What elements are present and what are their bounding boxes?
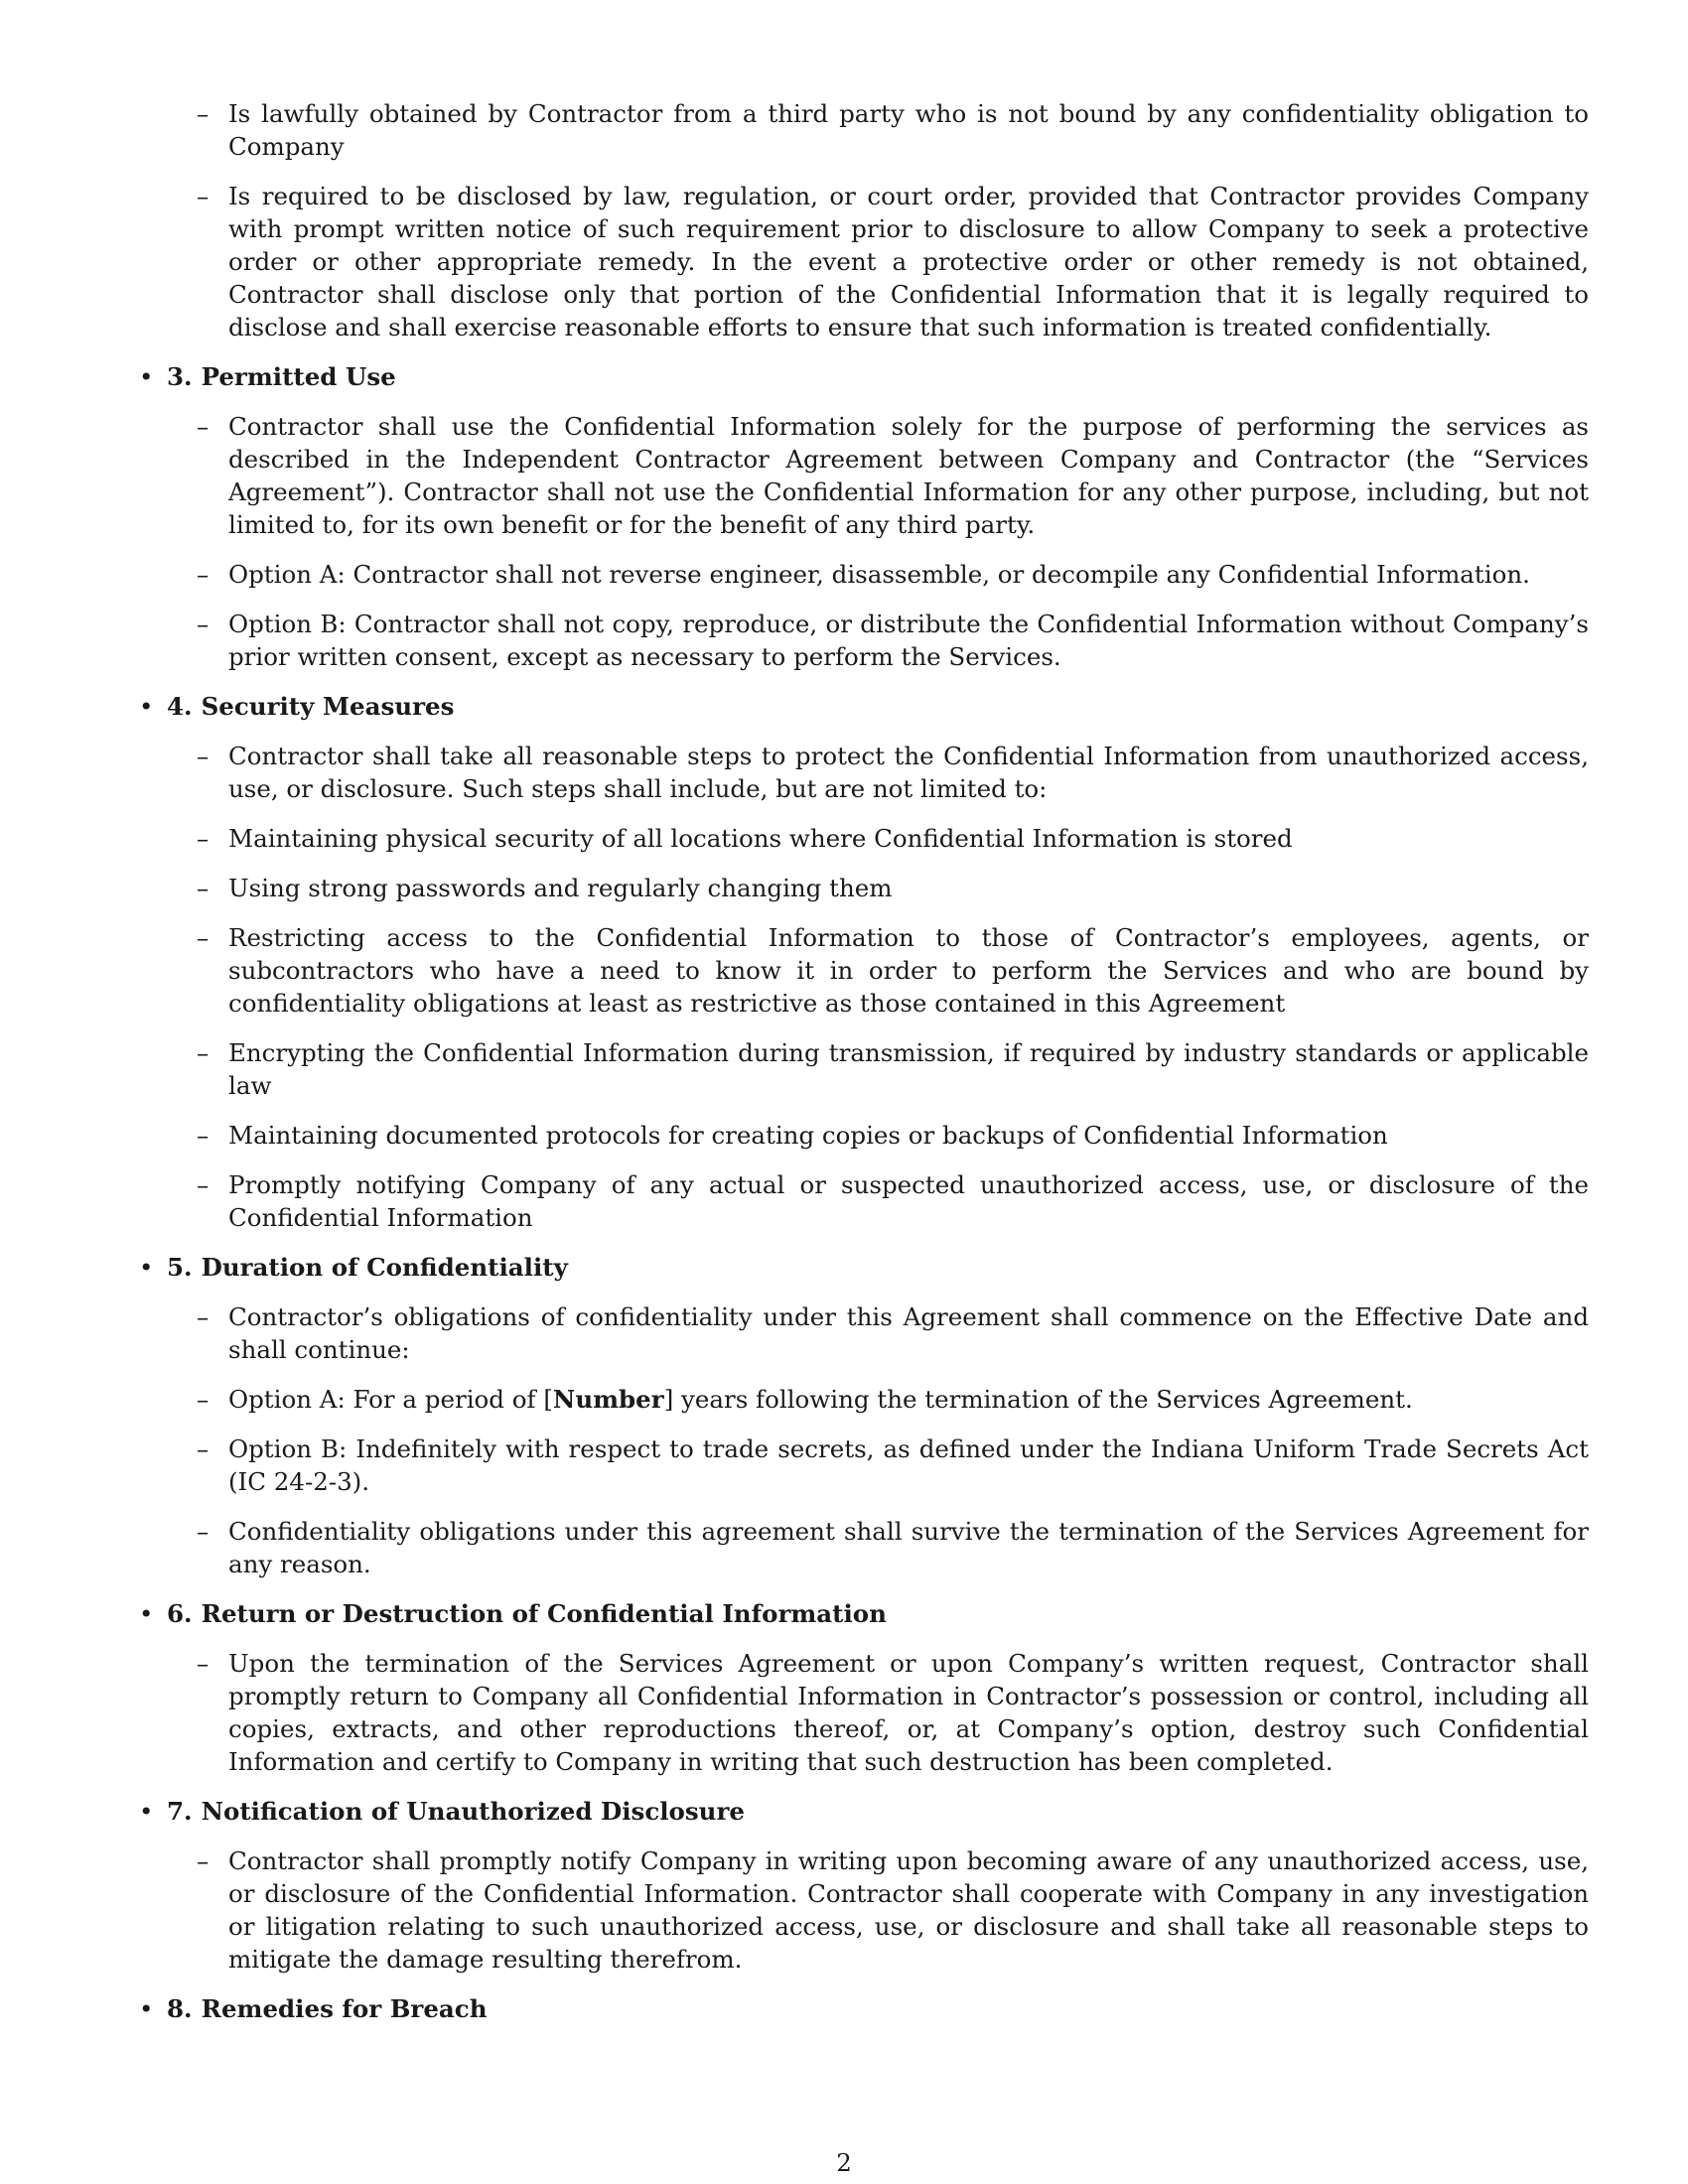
section-number: 6. (167, 1599, 193, 1628)
list-item (139, 1383, 1589, 1416)
section-number: 5. (167, 1253, 193, 1282)
list-item: – Option A: Contractor shall not reverse engineer, disassemble, or decompile any Confidential Information. (139, 558, 1589, 591)
section-items (139, 1300, 1589, 1580)
section-title: Return or Destruction of Confidential Information (201, 1599, 887, 1628)
continued-list (139, 97, 1589, 343)
list-item: – Contractor shall take all reasonable steps to protect the Confidential Information from unauthorized access, use, or disclosure. Such steps shall include, but are not limited to: (139, 740, 1589, 805)
section-number: 8. (167, 1994, 193, 2023)
section-heading-permitted-use (139, 360, 1589, 393)
list-item: – Upon the termination of the Services Agreement or upon Company’s written request, Contractor shall promptly return to Company all Confidential Information in Contractor’s possession or control, including all copies, extracts, and other reproductions thereof, or, at Company’s option, destroy such Confidential Information and certify to Company in writing that such destruction has been completed. (139, 1647, 1589, 1778)
section-heading-duration (139, 1251, 1589, 1284)
list-item: – Using strong passwords and regularly changing them (139, 872, 1589, 904)
list-item: – Maintaining physical security of all locations where Confidential Information is stored (139, 822, 1589, 855)
section-heading-return-destruction (139, 1597, 1589, 1630)
list-item: – Option B: Indefinitely with respect to trade secrets, as defined under the Indiana Uniform Trade Secrets Act (IC 24-2-3). (139, 1433, 1589, 1498)
list-item: – Promptly notifying Company of any actual or suspected unauthorized access, use, or disclosure of the Confidential Information (139, 1168, 1589, 1234)
number-placeholder: Number (552, 1385, 664, 1414)
section-items (139, 1844, 1589, 1976)
list-item: – Is lawfully obtained by Contractor from a third party who is not bound by any confidentiality obligation to Company (139, 97, 1589, 163)
list-item: – Option B: Contractor shall not copy, reproduce, or distribute the Confidential Information without Company’s prior written consent, except as necessary to perform the Services. (139, 608, 1589, 673)
list-item: – Contractor shall use the Confidential Information solely for the purpose of performing the services as described in the Independent Contractor Agreement between Company and Contractor (the “Services Agreement”). Contractor shall not use the Confidential Information for any other purpose, including, but not limited to, for its own benefit or for the benefit of any third party. (139, 410, 1589, 541)
section-title: Remedies for Breach (201, 1994, 488, 2023)
document-body (139, 97, 1589, 2042)
section-items (139, 410, 1589, 673)
section-title: Notification of Unauthorized Disclosure (201, 1797, 745, 1826)
option-a-suffix: ] years following the termination of the Services Agreement. (663, 1385, 1413, 1414)
page-number: 2 (836, 2148, 852, 2177)
list-item: – Contractor’s obligations of confidentiality under this Agreement shall commence on the Effective Date and shall continue: (139, 1300, 1589, 1366)
section-heading-security-measures (139, 690, 1589, 723)
list-item: – Maintaining documented protocols for creating copies or backups of Confidential Information (139, 1119, 1589, 1152)
section-items (139, 740, 1589, 1234)
section-title: Permitted Use (201, 362, 396, 391)
section-title: Duration of Confidentiality (201, 1253, 568, 1282)
section-heading-remedies (139, 1992, 1589, 2025)
list-item: – Confidentiality obligations under this agreement shall survive the termination of the Services Agreement for any reason. (139, 1515, 1589, 1580)
section-number: 4. (167, 692, 193, 721)
list-item: – Restricting access to the Confidential Information to those of Contractor’s employees, agents, or subcontractors who have a need to know it in order to perform the Services and who are bound by confidentiality obligations at least as restrictive as those contained in this Agreement (139, 921, 1589, 1020)
section-heading-notification (139, 1795, 1589, 1828)
section-title: Security Measures (201, 692, 455, 721)
option-a-prefix: Option A: For a period of [ (228, 1385, 553, 1414)
section-items (139, 1647, 1589, 1778)
list-item: – Is required to be disclosed by law, regulation, or court order, provided that Contractor provides Company with prompt written notice of such requirement prior to disclosure to allow Company to seek a protective order or other appropriate remedy. In the event a protective order or other remedy is not obtained, Contractor shall disclose only that portion of the Confidential Information that it is legally required to disclose and shall exercise reasonable efforts to ensure that such information is treated confidentially. (139, 180, 1589, 343)
list-item: – Contractor shall promptly notify Company in writing upon becoming aware of any unauthorized access, use, or disclosure of the Confidential Information. Contractor shall cooperate with Company in any investigation or litigation relating to such unauthorized access, use, or disclosure and shall take all reasonable steps to mitigate the damage resulting therefrom. (139, 1844, 1589, 1976)
list-item: – Encrypting the Confidential Information during transmission, if required by industry standards or applicable law (139, 1036, 1589, 1102)
section-number: 3. (167, 362, 193, 391)
section-number: 7. (167, 1797, 193, 1826)
